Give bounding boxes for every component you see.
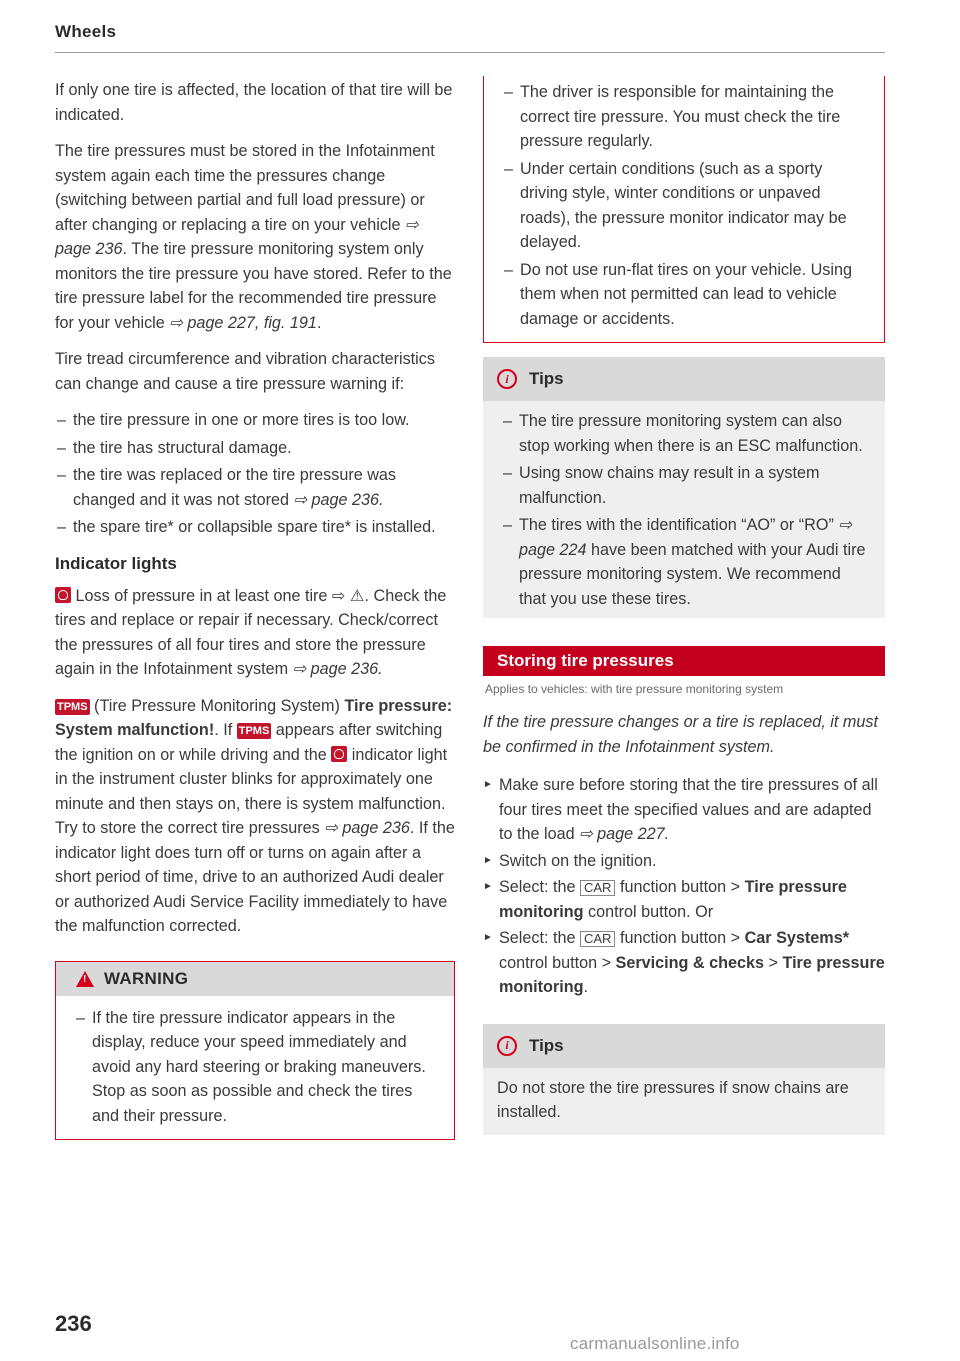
page-ref-link[interactable]: ⇨ page 224 — [519, 516, 852, 559]
right-column — [483, 76, 885, 1135]
page-header — [55, 22, 885, 42]
applies-note: Applies to vehicles: with tire pressure monitoring system — [485, 682, 784, 696]
tips-box — [483, 357, 885, 618]
page-ref-link[interactable]: ⇨ page 236 — [324, 819, 410, 837]
page-ref-link[interactable]: ⇨ page 227. — [579, 825, 670, 843]
warning-title: WARNING — [104, 968, 189, 988]
tips-header — [483, 357, 885, 401]
header-divider — [55, 52, 885, 53]
tpms-icon: TPMS — [57, 700, 88, 713]
page-ref-link[interactable]: ⇨ page 227, fig. 191 — [169, 313, 317, 332]
car-key-label: CAR — [580, 880, 615, 896]
indicator-lights-heading: Indicator lights — [55, 553, 177, 573]
list-item: – Under certain conditions (such as a sporty driving style, winter conditions or unpaved roads), the pressure monitor indicator may be delayed. — [502, 157, 870, 255]
warning-header — [56, 962, 454, 996]
paragraph-store-pressures: The tire pressures must be stored in the Infotainment system again each time the pressures change (switching between partial and full load pressure) or after changing or replacing a tire on your vehicle ⇨ page 236. The tire pressure monitoring system only monitors the tire pressure you have stored. Refer to the tire pressure label for the recommended tire pressure for your vehicle ⇨ page 227, fig. 191. — [55, 142, 452, 332]
tips-title: Tips — [529, 1035, 564, 1055]
list-item: – Using snow chains may result in a system malfunction. — [501, 461, 871, 510]
tips-header — [483, 1024, 885, 1068]
tips-text: Do not store the tire pressures if snow chains are installed. — [497, 1078, 849, 1121]
page-number: 236 — [55, 1311, 92, 1336]
list-item: – the tire was replaced or the tire pressure was changed and it was not stored ⇨ page 236. — [55, 463, 455, 512]
page-ref-link[interactable]: ⇨ page 236. — [292, 660, 383, 678]
left-column — [55, 78, 455, 1140]
list-item: – the tire pressure in one or more tires is too low. — [55, 408, 455, 433]
watermark: carmanualsonline.info — [570, 1334, 740, 1353]
page-ref-link[interactable]: ⇨ page 236 — [55, 215, 419, 258]
tips-list — [501, 409, 871, 611]
paragraph-tread: Tire tread circumference and vibration characteristics can change and cause a tire pressure warning if: — [55, 350, 435, 393]
list-item: ► Select: the CAR function button > Car Systems* control button > Servicing & checks > Tire pressure monitoring. — [483, 926, 885, 1000]
list-item: – The tire pressure monitoring system can also stop working when there is an ESC malfunction. — [501, 409, 871, 458]
page-title: Wheels — [55, 22, 117, 41]
tire-pressure-warning-icon — [331, 746, 347, 762]
list-item: ► Select: the CAR function button > Tire pressure monitoring control button. Or — [483, 875, 885, 924]
section-title: Storing tire pressures — [483, 646, 885, 676]
list-item: – Do not use run-flat tires on your vehicle. Using them when not permitted can lead to vehicle damage or accidents. — [502, 258, 870, 332]
warning-box-continued — [483, 76, 885, 343]
page-ref-link[interactable]: ⇨ page 236. — [293, 490, 384, 509]
list-item: – If the tire pressure indicator appears in the display, reduce your speed immediately and avoid any hard steering or braking maneuvers. Stop as soon as possible and check the tires and their pressure. — [74, 1006, 440, 1129]
car-key-label: CAR — [580, 931, 615, 947]
tpms-icon: TPMS — [238, 725, 270, 737]
info-icon: i — [497, 369, 517, 389]
warning-list — [74, 1006, 440, 1129]
info-icon: i — [497, 1036, 517, 1056]
warning-triangle-icon: ! — [76, 971, 94, 987]
tips-title: Tips — [529, 369, 564, 388]
list-item: – The tires with the identification “AO” or “RO” ⇨ page 224 have been matched with your Audi tire pressure monitoring system. We recommend that you use these tires. — [501, 513, 871, 611]
list-item: ► Switch on the ignition. — [483, 849, 885, 874]
list-item: – The driver is responsible for maintaining the correct tire pressure. You must check the tire pressure regularly. — [502, 80, 870, 154]
warning-causes-list — [55, 408, 455, 540]
section-intro: If the tire pressure changes or a tire is replaced, it must be confirmed in the Infotainment system. — [483, 713, 878, 756]
list-item: – the tire has structural damage. — [55, 436, 455, 461]
tips-box — [483, 1024, 885, 1135]
paragraph-pressure-loss: Loss of pressure in at least one tire ⇨ ⚠. Check the tires and replace or repair if necessary. Check/correct the pressures of all four tires and store the pressure again in the Infotainment system ⇨ page 236. — [55, 586, 447, 678]
list-item: – the spare tire* or collapsible spare tire* is installed. — [55, 515, 455, 540]
paragraph-location: If only one tire is affected, the location of that tire will be indicated. — [55, 81, 453, 124]
tire-pressure-warning-icon — [55, 587, 71, 603]
steps-list — [483, 773, 885, 1000]
list-item: ► Make sure before storing that the tire pressures of all four tires meet the specified values and are adapted to the load ⇨ page 227. — [483, 773, 885, 847]
warning-list — [502, 80, 870, 331]
warning-box — [55, 961, 455, 1141]
paragraph-tpms-malfunction: TPMS (Tire Pressure Monitoring System) Tire pressure: System malfunction!. If TPMS appears after switching the ignition on or while driving and the indicator light in the instrument cluster blinks for approximately one minute and then stays on, there is system malfunction. Try to store the correct tire pressures ⇨ page 236. If the indicator light does turn off or turns on again after a short period of time, drive to an authorized Audi dealer or authorized Audi Service Facility immediately to have the malfunction corrected. — [55, 696, 455, 935]
